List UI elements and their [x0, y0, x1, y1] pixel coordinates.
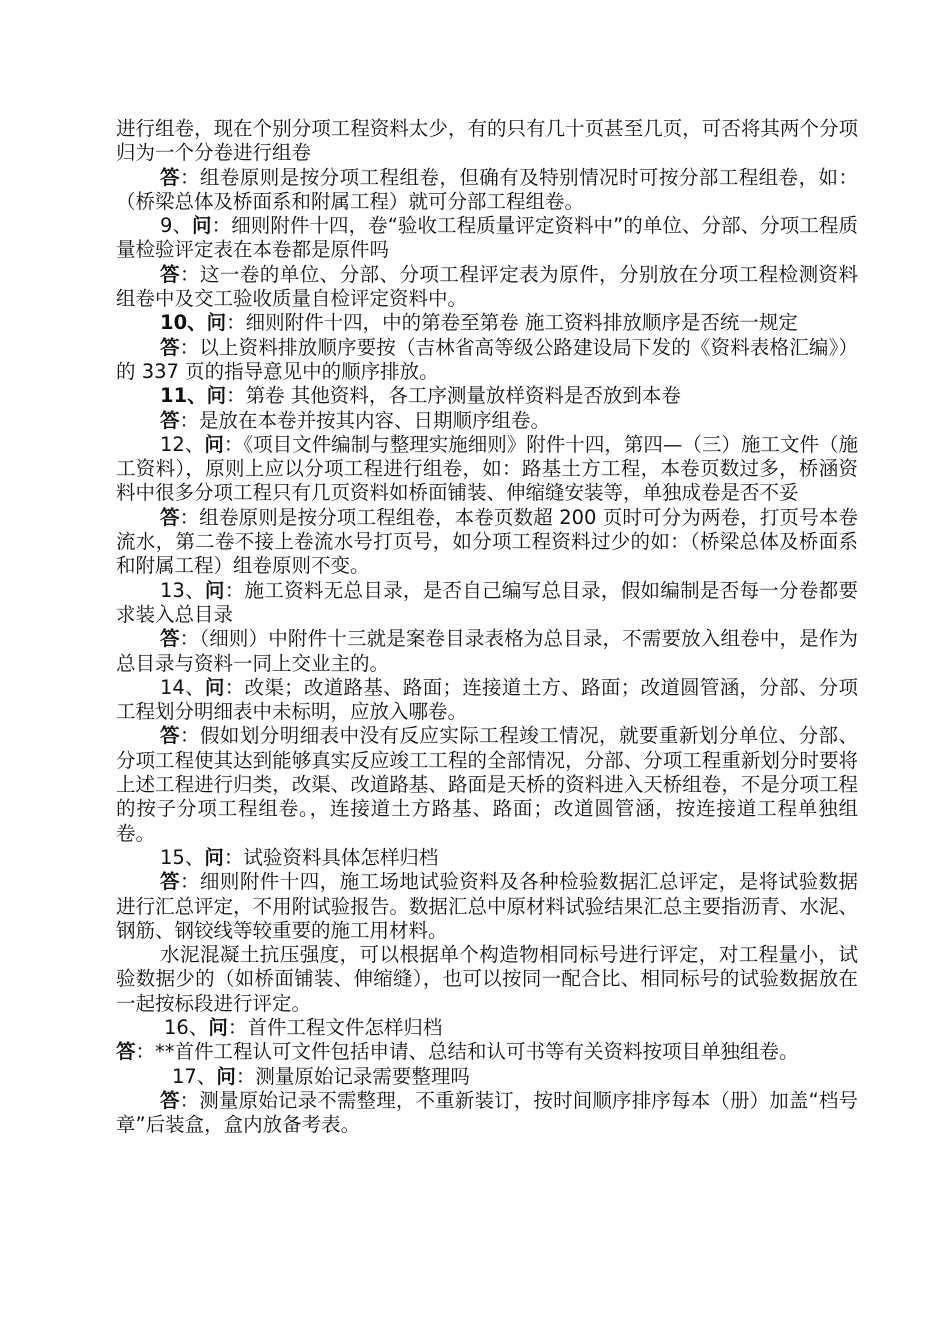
answer-paragraph [116, 1089, 858, 1138]
answer-paragraph [116, 724, 858, 845]
question-number: 15、 [160, 845, 205, 869]
answer-paragraph [116, 409, 858, 433]
question-number: 12、 [160, 432, 205, 456]
question-text: ：改渠；改道路基、路面；连接道土方、路面；改道圆管涵，分部、分项工程划分明细表中未标明，应放入哪卷。 [116, 675, 858, 724]
question-number: 11、 [160, 384, 207, 408]
answer-text: ：这一卷的单位、分部、分项工程评定表为原件，分别放在分项工程检测资料组卷中及交工验收质量自检评定资料中。 [116, 262, 858, 311]
question-paragraph-12 [116, 433, 858, 506]
question-label: 问 [192, 214, 212, 238]
answer-label: 答 [160, 870, 180, 894]
answer-paragraph [116, 506, 858, 579]
body-paragraph [116, 943, 858, 1016]
answer-label: 答 [116, 1040, 136, 1064]
answer-paragraph [116, 336, 858, 385]
answer-paragraph [116, 1040, 858, 1064]
question-label: 问 [204, 432, 224, 456]
question-text: ：细则附件十四，卷“验收工程质量评定资料中”的单位、分部、分项工程质量检验评定表在本卷都是原件吗 [116, 214, 858, 262]
question-number: 17、 [172, 1064, 217, 1088]
question-label: 问 [208, 1015, 228, 1039]
question-paragraph-17 [116, 1065, 858, 1089]
answer-paragraph [116, 870, 858, 943]
question-label: 问 [206, 384, 227, 408]
question-paragraph-15 [116, 846, 858, 870]
answer-text: ：测量原始记录不需整理，不重新装订，按时间顺序排序每本（册）加盖“档号章”后装盒，盒内放备考表。 [116, 1088, 858, 1137]
answer-text: ：**首件工程认可文件包括申请、总结和认可书等有关资料按项目单独组卷。 [135, 1040, 799, 1064]
question-text: ：首件工程文件怎样归档 [227, 1015, 443, 1039]
question-number: 13、 [160, 578, 205, 602]
question-paragraph-11 [116, 384, 858, 408]
answer-text: ：以上资料排放顺序要按（吉林省高等级公路建设局下发的《资料表格汇编》）的 337 页的指导意见中的顺序排放。 [116, 335, 858, 383]
question-label: 问 [206, 311, 227, 335]
answer-paragraph [116, 263, 858, 312]
question-label: 问 [204, 845, 224, 869]
answer-text: ：细则附件十四，施工场地试验资料及各种检验数据汇总评定，是将试验数据进行汇总评定，不用附试验报告。数据汇总中原材料试验结果汇总主要指沥青、水泥、钢筋、钢铰线等较重要的施工用材料。 [116, 870, 858, 942]
answer-label: 答 [160, 262, 180, 286]
question-text: ：测量原始记录需要整理吗 [235, 1064, 470, 1088]
question-label: 问 [216, 1064, 236, 1088]
answer-text: ：假如划分明细表中没有反应实际工程竣工情况，就要重新划分单位、分部、分项工程使其达到能够真实反应竣工工程的全部情况，分部、分项工程重新划分时要将上述工程进行归类，改渠、改道路基、路面是天桥的资料进入天桥组卷，不是分项工程的按子分项工程组卷。，连接道土方路基、路面；改道圆管涵，按连接道工程单独组卷。 [116, 724, 858, 845]
question-paragraph-9 [116, 214, 858, 263]
answer-text: ：是放在本卷并按其内容、日期顺序组卷。 [179, 408, 551, 432]
answer-text: ：（细则）中附件十三就是案卷目录表格为总目录，不需要放入组卷中，是作为总目录与资料一同上交业主的。 [116, 627, 858, 675]
answer-paragraph [116, 166, 858, 215]
question-text: ：第卷 其他资料，各工序测量放样资料是否放到本卷 [226, 384, 681, 408]
question-paragraph-14 [116, 676, 858, 725]
answer-label: 答 [160, 724, 180, 748]
question-label: 问 [204, 578, 225, 602]
answer-text: ：组卷原则是按分项工程组卷，但确有及特别情况时可按分部工程组卷，如：（桥梁总体及桥面系和附属工程）就可分部工程组卷。 [116, 165, 858, 213]
answer-text: ：组卷原则是按分项工程组卷，本卷页数超 200 页时可分为两卷，打页号本卷流水，第二卷不接上卷流水号打页号，如分项工程资料过少的如：（桥梁总体及桥面系和附属工程）组卷原则不变。 [116, 505, 858, 578]
question-text: ：试验资料具体怎样归档 [223, 845, 439, 869]
document-body [116, 117, 858, 1137]
answer-label: 答 [160, 1088, 180, 1112]
answer-paragraph [116, 627, 858, 676]
answer-label: 答 [160, 505, 180, 529]
question-paragraph-13 [116, 579, 858, 628]
answer-label: 答 [160, 408, 180, 432]
paragraph-text: 水泥混凝土抗压强度，可以根据单个构造物相同标号进行评定，对工程量小，试验数据少的（如桥面铺装、伸缩缝），也可以按同一配合比、相同标号的试验数据放在一起按标段进行评定。 [116, 943, 858, 1015]
question-number: 16、 [164, 1015, 209, 1039]
paragraph-text: 进行组卷，现在个别分项工程资料太少，有的只有几十页甚至几页，可否将其两个分项归为一个分卷进行组卷 [116, 117, 858, 165]
question-text: ：施工资料无总目录，是否自己编写总目录，假如编制是否每一分卷都要求装入总目录 [116, 578, 858, 626]
answer-label: 答 [160, 335, 180, 359]
question-paragraph-10 [116, 311, 858, 335]
answer-label: 答 [160, 165, 180, 189]
question-paragraph-16 [116, 1016, 858, 1040]
paragraph-continuation [116, 117, 858, 166]
question-text: ：《项目文件编制与整理实施细则》附件十四，第四—（三）施工文件（施工资料），原则上应以分项工程进行组卷，如：路基土方工程，本卷页数过多，桥涵资料中很多分项工程只有几页资料如桥面铺装、伸缩缝安装等，单独成卷是否不妥 [116, 432, 858, 505]
question-text: ：细则附件十四，中的第卷至第卷 施工资料排放顺序是否统一规定 [226, 311, 798, 335]
question-label: 问 [204, 675, 225, 699]
question-number: 14、 [160, 675, 205, 699]
question-number: 9、 [160, 214, 193, 238]
answer-label: 答 [160, 627, 180, 651]
question-number: 10、 [160, 311, 207, 335]
